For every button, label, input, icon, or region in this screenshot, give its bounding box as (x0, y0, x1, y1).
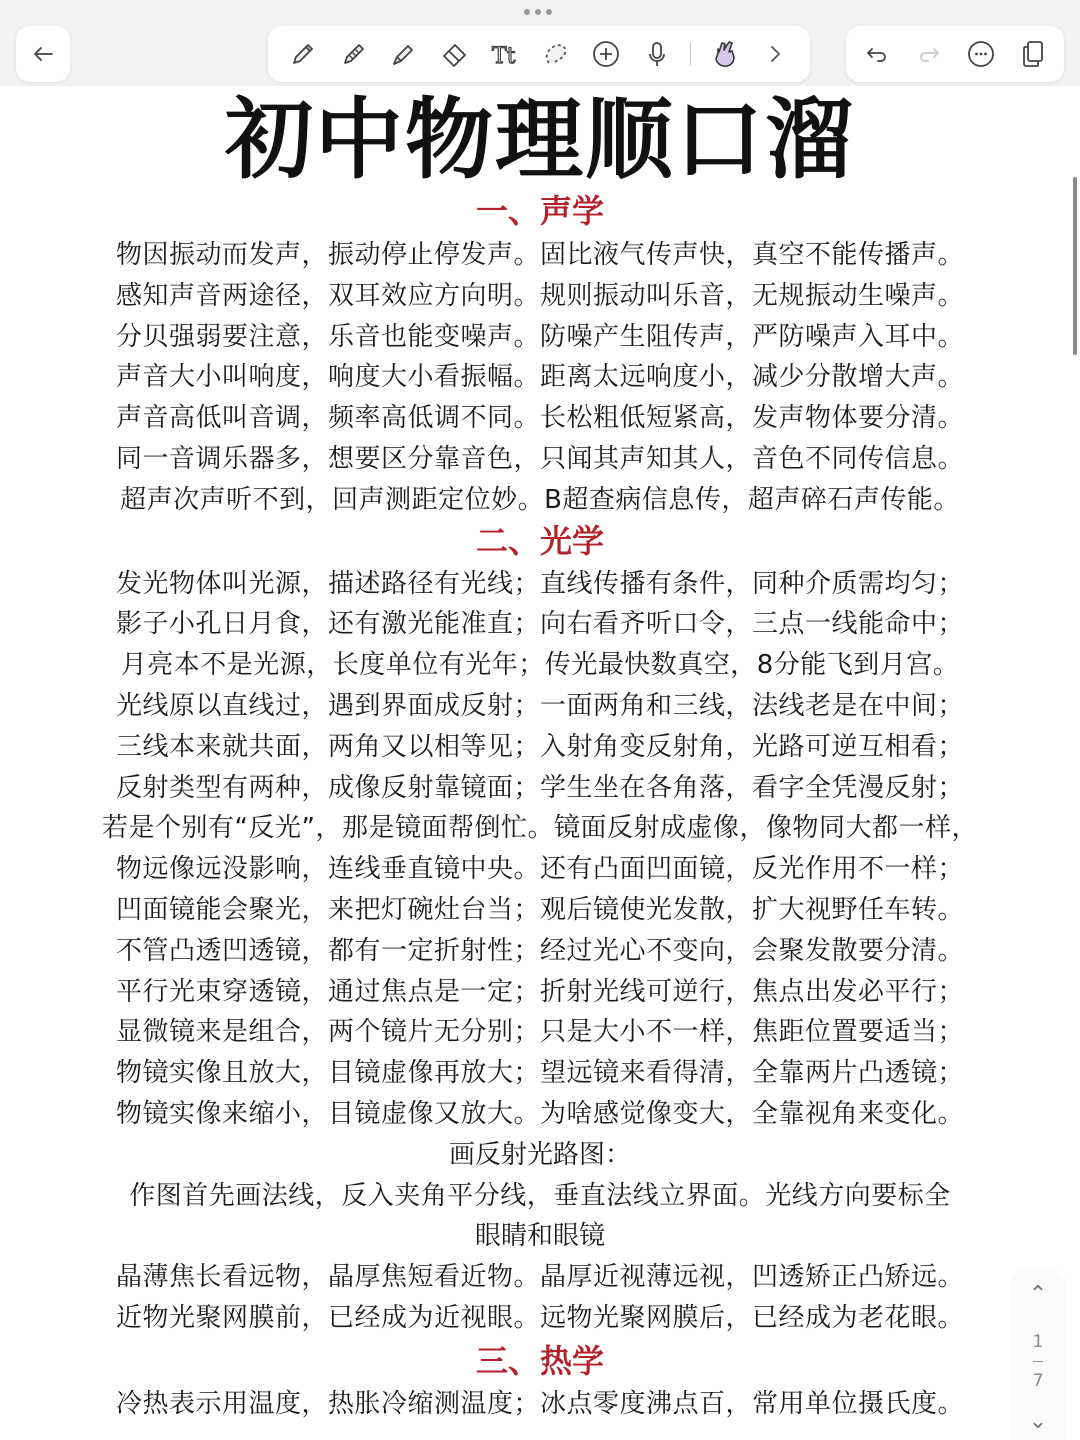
subsection-label-reflection-diagram: 画反射光路图： (448, 1139, 631, 1170)
scrollbar[interactable] (1073, 177, 1077, 355)
back-button[interactable] (16, 26, 70, 82)
top-toolbar (0, 0, 1080, 86)
section-heading-acoustics: 一、声学 (475, 192, 604, 230)
text-line: 发光物体叫光源，描述路径有光线；直线传播有条件，同种介质需均匀； (115, 568, 964, 599)
text-line: 分贝强弱要注意，乐音也能变噪声。防噪产生阻传声，严防噪声入耳中。 (115, 321, 964, 352)
text-line: 三线本来就共面，两角又以相等见；入射角变反射角，光路可逆互相看； (115, 731, 964, 762)
text-line: 不管凸透凹透镜，都有一定折射性；经过光心不变向，会聚发散要分清。 (115, 935, 964, 966)
text-line: 冷热表示用温度，热胀冷缩测温度；冰点零度沸点百，常用单位摄氏度。 (115, 1388, 964, 1419)
add-icon[interactable] (589, 37, 623, 71)
lasso-icon[interactable] (539, 37, 573, 71)
text-line: 感知声音两途径，双耳效应方向明。规则振动叫乐音，无规振动生噪声。 (115, 280, 964, 311)
text-line: 物镜实像来缩小，目镜虚像又放大。为啥感觉像变大，全靠视角来变化。 (115, 1098, 964, 1129)
pencil-icon[interactable] (337, 37, 371, 71)
window-grabber[interactable] (524, 9, 552, 15)
text-tool-icon[interactable] (488, 37, 522, 71)
text-line: 反射类型有两种，成像反射靠镜面；学生坐在各角落，看字全凭漫反射； (115, 772, 964, 803)
chevron-down-icon[interactable]: ⌄ (1028, 1408, 1048, 1434)
microphone-icon[interactable] (640, 37, 674, 71)
redo-icon[interactable] (912, 37, 946, 71)
text-line: 作图首先画法线，反入夹角平分线，垂直法线立界面。光线方向要标全 (129, 1180, 951, 1211)
text-line: 物因振动而发声，振动停止停发声。固比液气传声快，真空不能传播声。 (115, 240, 964, 270)
text-line: 晶薄焦长看远物，晶厚焦短看近物。晶厚近视薄远视，凹透矫正凸矫远。 (115, 1262, 964, 1293)
subsection-label-eyes-glasses: 眼睛和眼镜 (474, 1221, 605, 1252)
text-line: 声音大小叫响度，响度大小看振幅。距离太远响度小，减少分散增大声。 (115, 362, 964, 393)
page-separator (1033, 1361, 1043, 1362)
text-line: 物远像远没影响，连线垂直镜中央。还有凸面凹面镜，反光作用不一样； (115, 854, 964, 885)
toolbar-divider (690, 42, 691, 66)
section-heading-thermal: 三、热学 (475, 1341, 604, 1380)
total-pages: 7 (1032, 1370, 1044, 1391)
text-line: 同一音调乐器多，想要区分靠音色，只闻其声知其人，音色不同传信息。 (115, 443, 964, 474)
page-title: 初中物理顺口溜 (224, 90, 855, 189)
text-line: 凹面镜能会聚光，来把灯碗灶台当；观后镜使光发散，扩大视野任车转。 (115, 894, 964, 925)
text-line: 近物光聚网膜前，已经成为近视眼。远物光聚网膜后，已经成为老花眼。 (115, 1302, 964, 1333)
text-line: 超声次声听不到，回声测距定位妙。B超查病信息传，超声碎石声传能。 (120, 484, 960, 515)
drawing-tools (268, 26, 810, 82)
text-line: 若是个别有“反光”，那是镜面帮倒忙。镜面反射成虚像，像物同大都一样， (102, 813, 978, 844)
text-line: 声音高低叫音调，频率高低调不同。长松粗低短紧高，发声物体要分清。 (115, 403, 964, 434)
current-page: 1 (1032, 1331, 1044, 1352)
text-line: 光线原以直线过，遇到界面成反射；一面两角和三线，法线老是在中间； (115, 690, 964, 721)
svg-text:Tt: Tt (492, 44, 516, 69)
more-icon[interactable] (964, 37, 998, 71)
document-actions (846, 26, 1064, 82)
chevron-right-icon[interactable] (758, 37, 792, 71)
text-line: 月亮本不是光源，长度单位有光年；传光最快数真空，8分能飞到月宫。 (120, 650, 960, 681)
text-line: 显微镜来是组合，两个镜片无分别；只是大小不一样，焦距位置要适当； (115, 1017, 964, 1048)
arrow-left-icon (26, 37, 60, 71)
hand-pointer-icon[interactable] (708, 37, 742, 71)
page-navigator (1012, 1270, 1064, 1440)
pages-icon[interactable] (1016, 37, 1050, 71)
undo-icon[interactable] (860, 37, 894, 71)
text-line: 物镜实像且放大，目镜虚像再放大；望远镜来看得清，全靠两片凸透镜； (115, 1058, 964, 1089)
pen-icon[interactable] (286, 37, 320, 71)
text-line: 影子小孔日月食，还有激光能准直；向右看齐听口令，三点一线能命中； (115, 609, 964, 640)
eraser-icon[interactable] (438, 37, 472, 71)
highlighter-icon[interactable] (387, 37, 421, 71)
section-heading-optics: 二、光学 (475, 521, 604, 560)
document-page (0, 86, 1080, 1425)
chevron-up-icon[interactable]: ⌃ (1028, 1282, 1048, 1307)
text-line: 平行光束穿透镜，通过焦点是一定；折射光线可逆行，焦点出发必平行； (115, 976, 964, 1007)
